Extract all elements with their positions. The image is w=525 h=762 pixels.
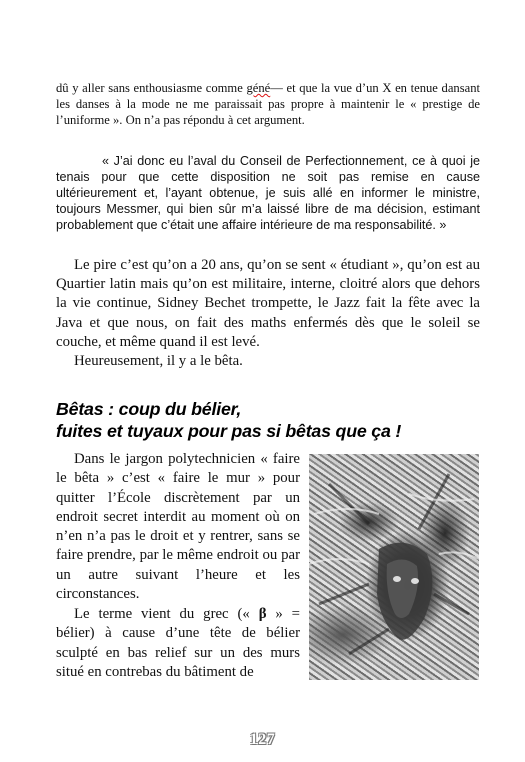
greek-beta-letter: β bbox=[258, 606, 267, 622]
photo-texture bbox=[309, 454, 479, 680]
quotation-paragraph: « J’ai donc eu l’aval du Conseil de Perfectionnement, ce à quoi je tenais pour que cette disposition ne soit pas remise en cause ultérieurement et, l’ayant obtenue, je suis allé en informer le ministre, toujours Messmer, qui bien sûr m’a laissé libre de ma décision, estimant probablement que c’était une affaire intérieure de ma responsabilité. » bbox=[56, 154, 480, 232]
section-heading-line2: fuites et tuyaux pour pas si bêtas que ça ! bbox=[56, 421, 402, 441]
etymology-text-end: » = bélier) à cause d’une tête de bélier sculpté en bas relief sur un des murs situé en contrebas du bâtiment de bbox=[56, 606, 300, 680]
paragraph-intro bbox=[56, 80, 480, 128]
page-number: 127 bbox=[249, 731, 276, 748]
paragraph-student-life: Le pire c’est qu’on a 20 ans, qu’on se sent « étudiant », qu’on est au Quartier latin mais qu’on est militaire, interne, cloitré alors que dehors la vie continue, Sidney Bechet trompette, le Jazz fait la fête avec la Java et que nous, on fait des maths enfermés dès que le soleil se couche, et même quand il est levé. bbox=[56, 257, 480, 350]
section-heading bbox=[56, 398, 486, 442]
paragraph-intro-text: dû y aller sans enthousiasme comme bbox=[56, 81, 247, 95]
spellcheck-flagged-word[interactable]: géné bbox=[246, 81, 271, 95]
ram-head-bas-relief-photo bbox=[309, 454, 479, 680]
section-heading-line1: Bêtas : coup du bélier, bbox=[56, 399, 242, 419]
column-paragraph-jargon: Dans le jargon polytechnicien « faire le bêta » c’est « faire le mur » pour quitter l’École discrètement par un endroit secret interdit au moment où on n’en n’a pas le droit et y rentrer, sans se faire prendre, par le même endroit ou par un autre suivant l’heure et les circonstances. bbox=[56, 451, 300, 603]
column-paragraph-etymology bbox=[56, 605, 300, 682]
etymology-text: Le terme vient du grec (« bbox=[74, 606, 259, 622]
paragraph-intro-text-end: — et que la vue d’un X en tenue dansant les danses à la mode ne me paraissait pas propre à maintenir le « prestige de l’uniforme ». On n’a pas répondu à cet argument. bbox=[56, 81, 480, 127]
paragraph-beta: Heureusement, il y a le bêta. bbox=[74, 353, 243, 369]
